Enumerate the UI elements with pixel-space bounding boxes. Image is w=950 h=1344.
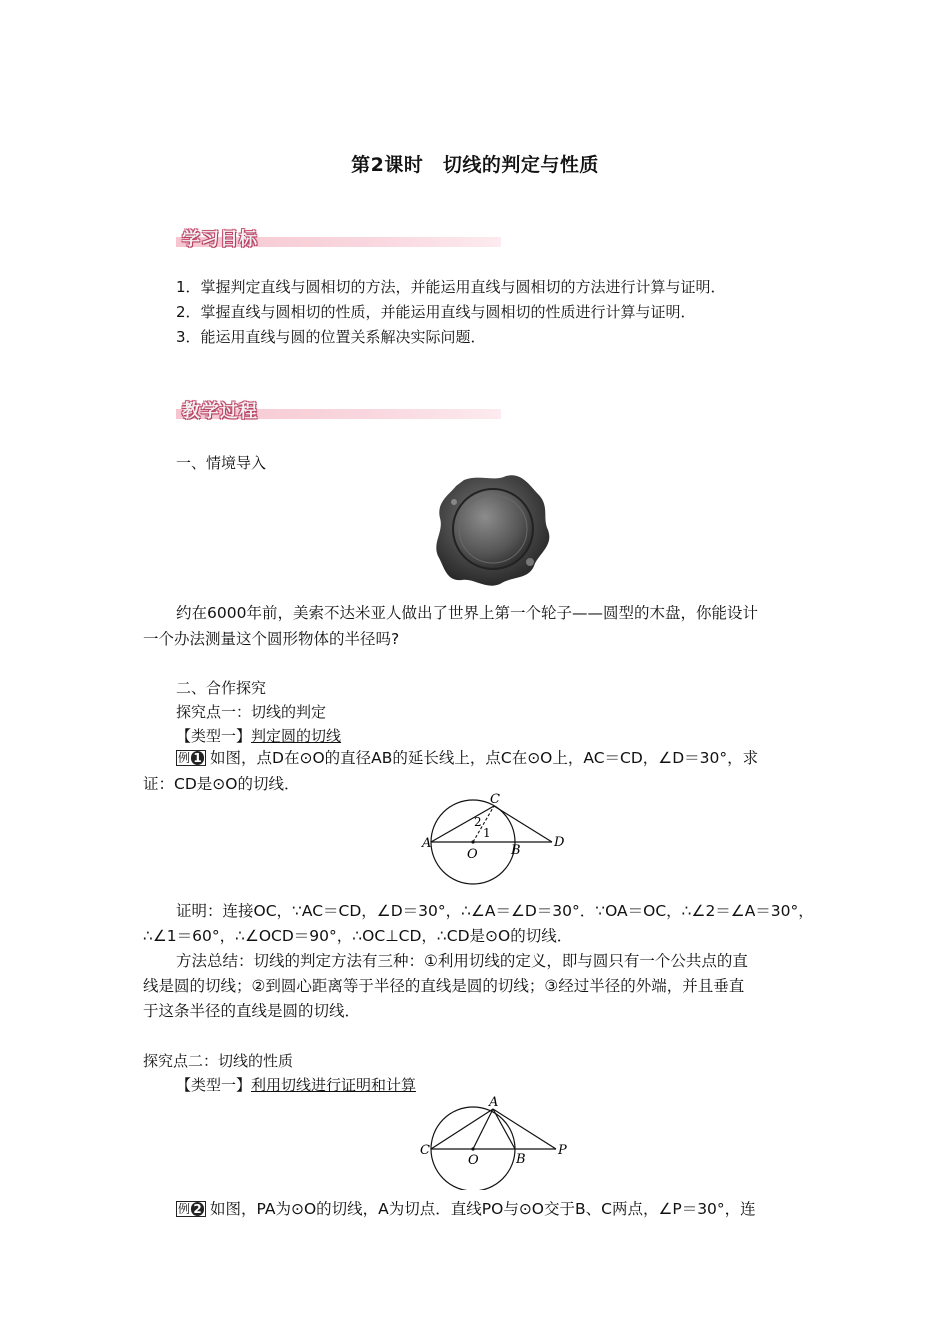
part-heading-explore: 二、合作探究 [176,679,267,697]
example2-line-1 [176,1197,756,1222]
example1-line-1 [176,746,758,771]
label-angle-2: 2 [474,815,482,829]
proof-line-1: 证明：连接OC，∵AC＝CD，∠D＝30°，∴∠A＝∠D＝30°．∵OA＝OC，∴∠2＝∠A＝30°， [176,902,814,920]
label-B: B [511,843,521,858]
example2-text: 如图，PA为⊙O的切线，A为切点．直线PO与⊙O交于B、C两点，∠P＝30°，连 [210,1200,756,1218]
type1-heading [176,724,341,748]
summary-line-3: 于这条半径的直线是圆的切线． [143,1002,361,1020]
intro-line-2: 一个办法测量这个圆形物体的半径吗? [143,630,400,648]
summary-line-2: 线是圆的切线；②到圆心距离等于半径的直线是圆的切线；③经过半径的外端，并且垂直 [143,977,745,995]
example1-line-2: 证：CD是⊙O的切线． [143,775,300,793]
label-A: A [422,836,432,851]
example1-badge: 例 1 [176,750,206,766]
type2-heading [176,1073,416,1097]
label-A: A [489,1095,499,1110]
point1-heading: 探究点一：切线的判定 [176,703,327,721]
type1-prefix: 【类型一】 [176,727,252,745]
point2-heading: 探究点二：切线的性质 [143,1052,294,1070]
type2-prefix: 【类型一】 [176,1076,252,1094]
example1-text: 如图，点D在⊙O的直径AB的延长线上，点C在⊙O上，AC＝CD，∠D＝30°，求 [210,749,759,767]
label-angle-1: 1 [483,826,491,840]
figure1-diagram [416,792,571,888]
type2-title: 利用切线进行证明和计算 [251,1076,417,1094]
label-C: C [420,1143,430,1158]
page-title: 第2课时 切线的判定与性质 [351,154,599,176]
label-O: O [468,1153,479,1168]
summary-line-1: 方法总结：切线的判定方法有三种：①利用切线的定义，即与圆只有一个公共点的直 [176,952,748,970]
banner-text: 学习目标 [182,229,258,250]
goal-item-3: 3．能运用直线与圆的位置关系解决实际问题． [176,328,486,346]
wooden-disc-image [434,472,552,588]
label-D: D [554,835,565,850]
section-banner-goals [176,229,501,251]
label-C: C [490,792,500,807]
label-B: B [516,1152,526,1167]
label-O: O [467,847,478,862]
part-heading-intro: 一、情境导入 [176,454,267,472]
example2-badge: 例 2 [176,1201,206,1217]
intro-line-1: 约在6000年前，美索不达米亚人做出了世界上第一个轮子——圆型的木盘，你能设计 [176,604,758,622]
section-banner-process [176,401,501,423]
goal-item-2: 2．掌握直线与圆相切的性质，并能运用直线与圆相切的性质进行计算与证明． [176,303,696,321]
type1-title: 判定圆的切线 [251,727,342,745]
goal-item-1: 1．掌握判定直线与圆相切的方法，并能运用直线与圆相切的方法进行计算与证明． [176,278,726,296]
figure2-diagram [414,1092,574,1190]
proof-line-2: ∴∠1＝60°，∴∠OCD＝90°，∴OC⊥CD，∴CD是⊙O的切线． [143,927,573,945]
banner-text: 教学过程 [182,401,258,422]
label-P: P [558,1143,567,1158]
